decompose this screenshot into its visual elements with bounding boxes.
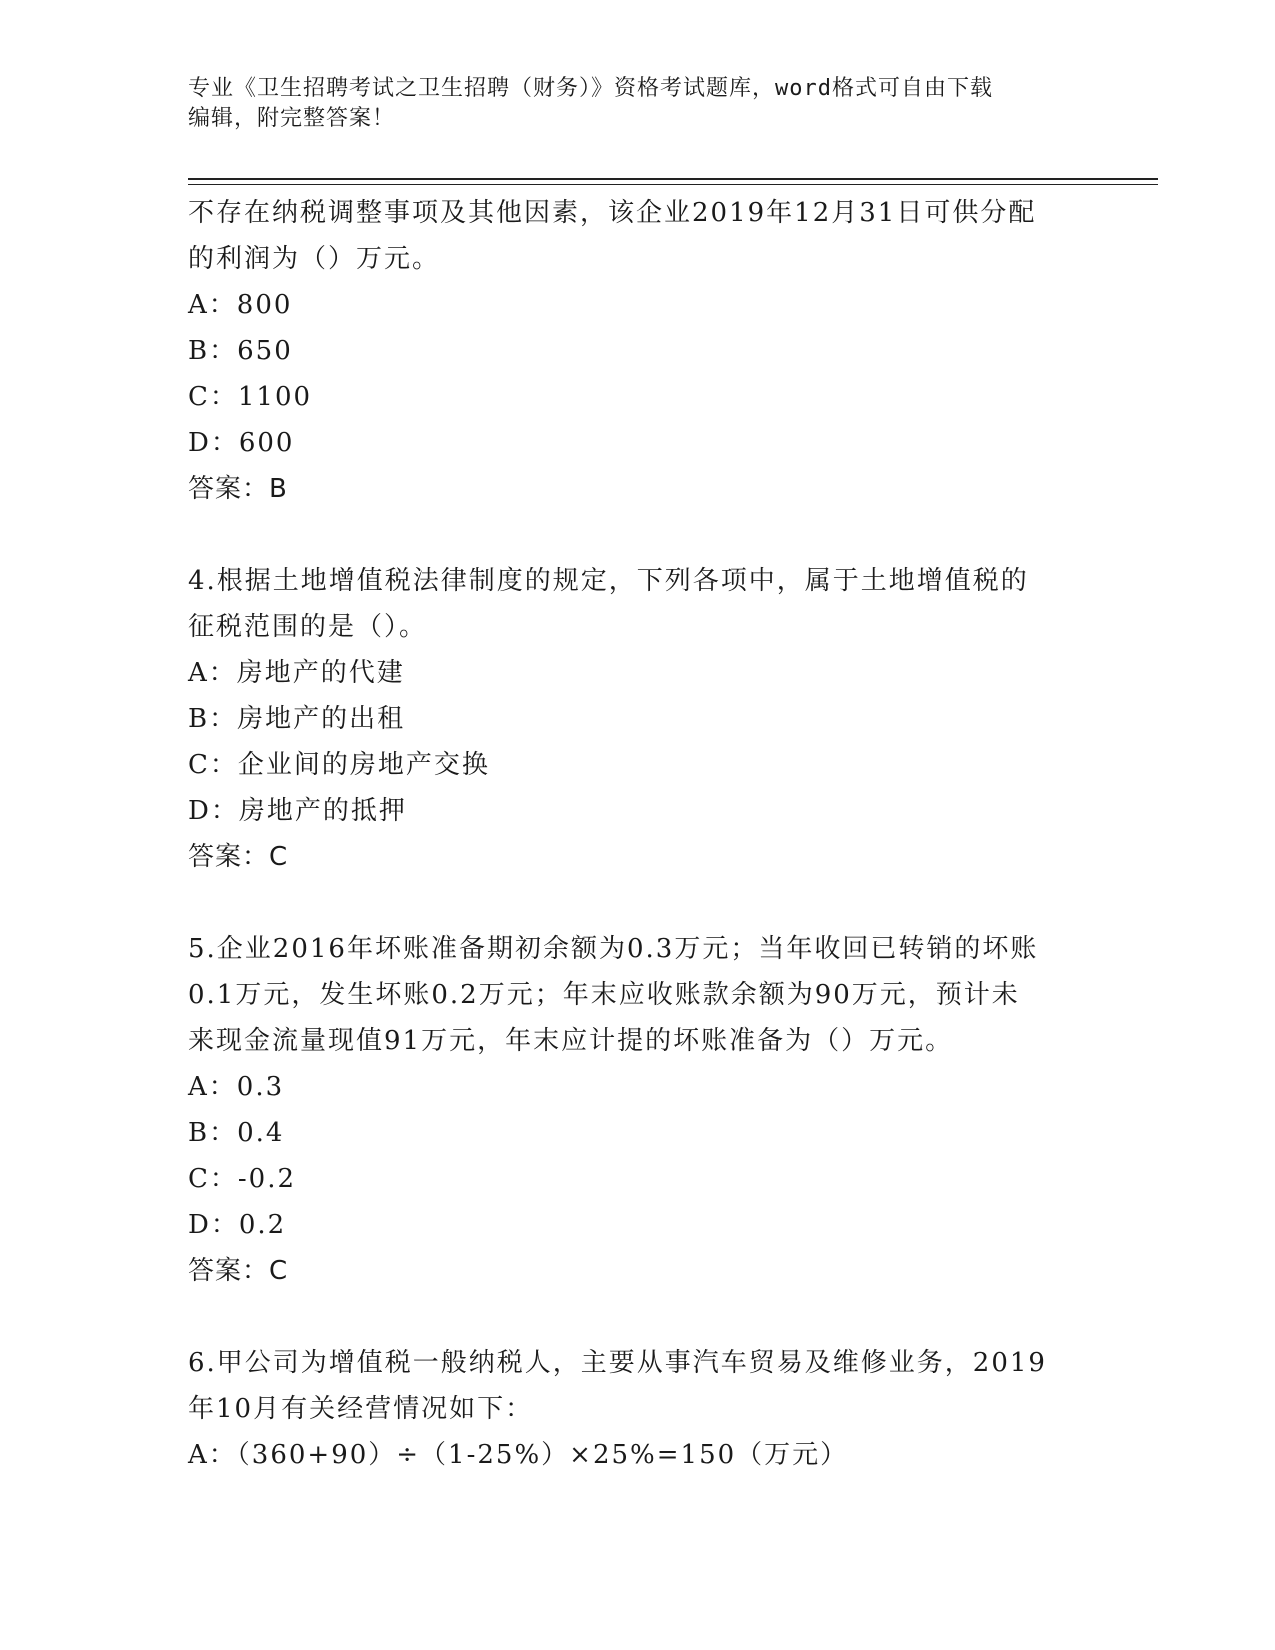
question-stem: 的利润为（）万元。 (188, 244, 441, 274)
option-d: D：房地产的抵押 (188, 796, 407, 826)
question-stem: 6.甲公司为增值税一般纳税人，主要从事汽车贸易及维修业务，2019 (188, 1348, 1047, 1378)
answer-text: 答案：C (188, 1256, 289, 1286)
answer-text: 答案：C (188, 842, 289, 872)
option-a: A：0.3 (188, 1072, 285, 1102)
document-header (188, 74, 1068, 134)
question-3 (188, 190, 1088, 512)
option-c: C：-0.2 (188, 1164, 297, 1194)
question-list (188, 190, 1088, 1478)
question-spacer (188, 880, 1088, 926)
question-stem: 年10月有关经营情况如下： (188, 1394, 534, 1424)
question-5 (188, 926, 1088, 1294)
header-divider-thick (188, 178, 1158, 180)
question-6 (188, 1340, 1088, 1478)
question-stem: 不存在纳税调整事项及其他因素，该企业2019年12月31日可供分配 (188, 198, 1037, 228)
option-a: A：房地产的代建 (188, 658, 405, 688)
option-c: C：企业间的房地产交换 (188, 750, 490, 780)
option-a: A：800 (188, 290, 293, 320)
option-b: B：0.4 (188, 1118, 285, 1148)
question-stem: 0.1万元，发生坏账0.2万元；年末应收账款余额为90万元，预计未 (188, 980, 1020, 1010)
header-divider-thin (188, 184, 1158, 185)
question-stem: 5.企业2016年坏账准备期初余额为0.3万元；当年收回已转销的坏账 (188, 934, 1039, 964)
question-stem: 征税范围的是（）。 (188, 612, 428, 642)
question-4 (188, 558, 1088, 880)
question-spacer (188, 1294, 1088, 1340)
option-b: B：房地产的出租 (188, 704, 406, 734)
answer-text: 答案：B (188, 474, 288, 504)
option-a: A：（360+90）÷（1-25%）×25%=150（万元） (188, 1440, 849, 1470)
header-line-1: 专业《卫生招聘考试之卫生招聘（财务）》资格考试题库，word格式可自由下载 (188, 76, 993, 101)
question-stem: 来现金流量现值91万元，年末应计提的坏账准备为（）万元。 (188, 1026, 954, 1056)
option-b: B：650 (188, 336, 293, 366)
question-stem: 4.根据土地增值税法律制度的规定，下列各项中，属于土地增值税的 (188, 566, 1029, 596)
header-line-2: 编辑，附完整答案！ (188, 106, 396, 131)
option-c: C：1100 (188, 382, 313, 412)
question-spacer (188, 512, 1088, 558)
option-d: D：0.2 (188, 1210, 287, 1240)
option-d: D：600 (188, 428, 295, 458)
